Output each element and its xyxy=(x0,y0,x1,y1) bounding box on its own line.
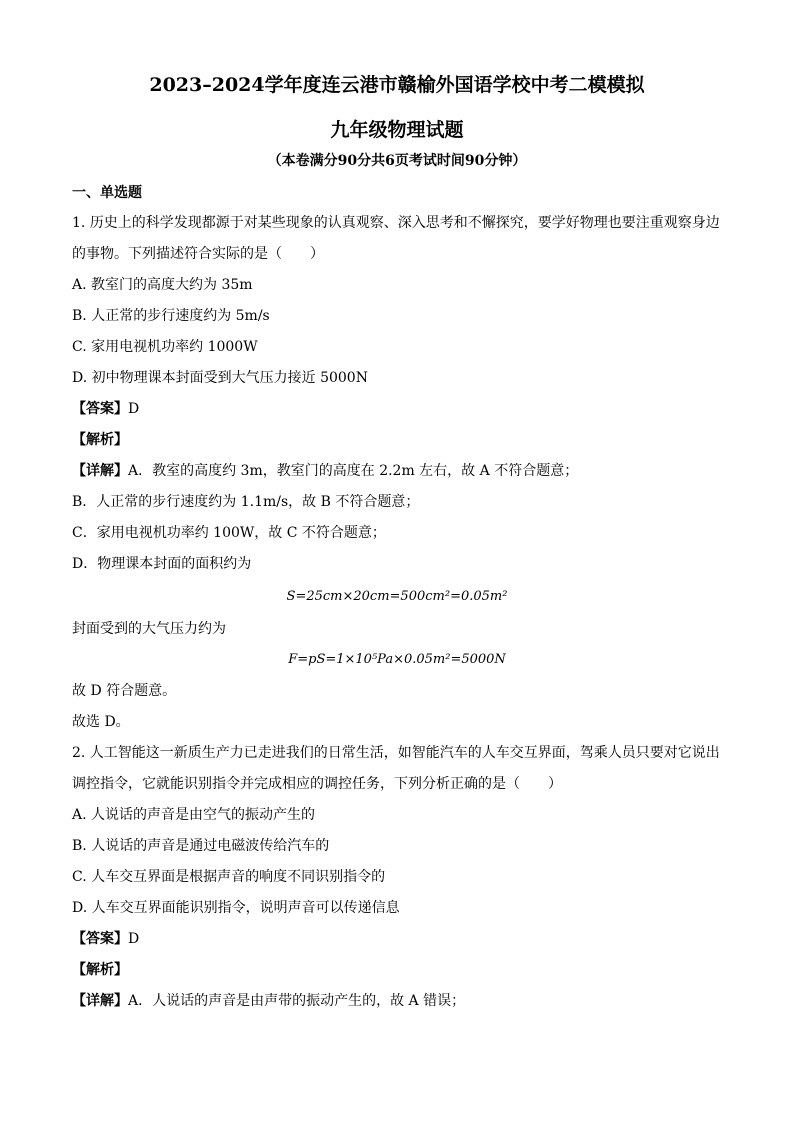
q1-analysis-tag: 【解析】 xyxy=(72,432,128,448)
answer-tag: 【答案】 xyxy=(72,931,128,947)
q1-text-pressure: 封面受到的大气压力约为 xyxy=(72,621,226,637)
detail-tag: 【详解】 xyxy=(72,993,128,1009)
q1-conclusion2: 故选 D。 xyxy=(72,714,130,730)
document-subject-title: 九年级物理试题 xyxy=(330,119,464,141)
q1-option-d: D. 初中物理课本封面受到大气压力接近 5000N xyxy=(72,370,368,386)
q1-formula-area: S=25cm×20cm=500cm²=0.05m² xyxy=(286,589,508,604)
q2-option-c: C. 人车交互界面是根据声音的响度不同识别指令的 xyxy=(72,869,386,885)
q1-option-b: B. 人正常的步行速度约为 5m/s xyxy=(72,308,270,324)
exam-info: （本卷满分90分共6页考试时间90分钟） xyxy=(267,153,527,169)
q1-detail-c: C．家用电视机功率约 100W，故 C 不符合题意； xyxy=(72,525,386,541)
q2-detail-a xyxy=(72,991,732,1011)
answer-value: D xyxy=(128,931,140,947)
q1-conclusion1: 故 D 符合题意。 xyxy=(72,683,177,699)
q1-option-a: A. 教室门的高度大约为 35m xyxy=(72,277,253,293)
q1-detail-b: B．人正常的步行速度约为 1.1m/s，故 B 不符合题意； xyxy=(72,494,420,510)
detail-a-text: A．人说话的声音是由声带的振动产生的，故 A 错误； xyxy=(128,993,466,1009)
detail-a-text: A．教室的高度约 3m，教室门的高度在 2.2m 左右，故 A 不符合题意； xyxy=(128,463,579,479)
q2-option-b: B. 人说话的声音是通过电磁波传给汽车的 xyxy=(72,838,330,854)
q2-answer xyxy=(72,929,732,949)
q2-option-d: D. 人车交互界面能识别指令，说明声音可以传递信息 xyxy=(72,900,400,916)
q1-answer xyxy=(72,399,732,419)
q1-detail-a xyxy=(72,461,732,481)
q1-formula-force: F=pS=1×10⁵Pa×0.05m²=5000N xyxy=(288,652,506,667)
detail-tag: 【详解】 xyxy=(72,463,128,479)
document-title: 2023–2024学年度连云港市赣榆外国语学校中考二模模拟 xyxy=(149,74,645,96)
q1-option-c: C. 家用电视机功率约 1000W xyxy=(72,339,258,355)
q2-stem-line2: 调控指令，它就能识别指令并完成相应的调控任务，下列分析正确的是（ ） xyxy=(72,776,562,792)
answer-value: D xyxy=(128,401,140,417)
section-heading: 一、单选题 xyxy=(72,185,142,201)
answer-tag: 【答案】 xyxy=(72,401,128,417)
q1-stem-line2: 的事物。下列描述符合实际的是（ ） xyxy=(72,246,324,262)
q2-analysis-tag: 【解析】 xyxy=(72,962,128,978)
q2-stem-line1: 2. 人工智能这一新质生产力已走进我们的日常生活，如智能汽车的人车交互界面，驾乘人员只要对它说出 xyxy=(72,745,720,761)
q2-option-a: A. 人说话的声音是由空气的振动产生的 xyxy=(72,807,316,823)
q1-stem-line1: 1. 历史上的科学发现都源于对某些现象的认真观察、深入思考和不懈探究，要学好物理也要注重观察身边 xyxy=(72,215,720,231)
q1-detail-d: D．物理课本封面的面积约为 xyxy=(72,556,252,572)
